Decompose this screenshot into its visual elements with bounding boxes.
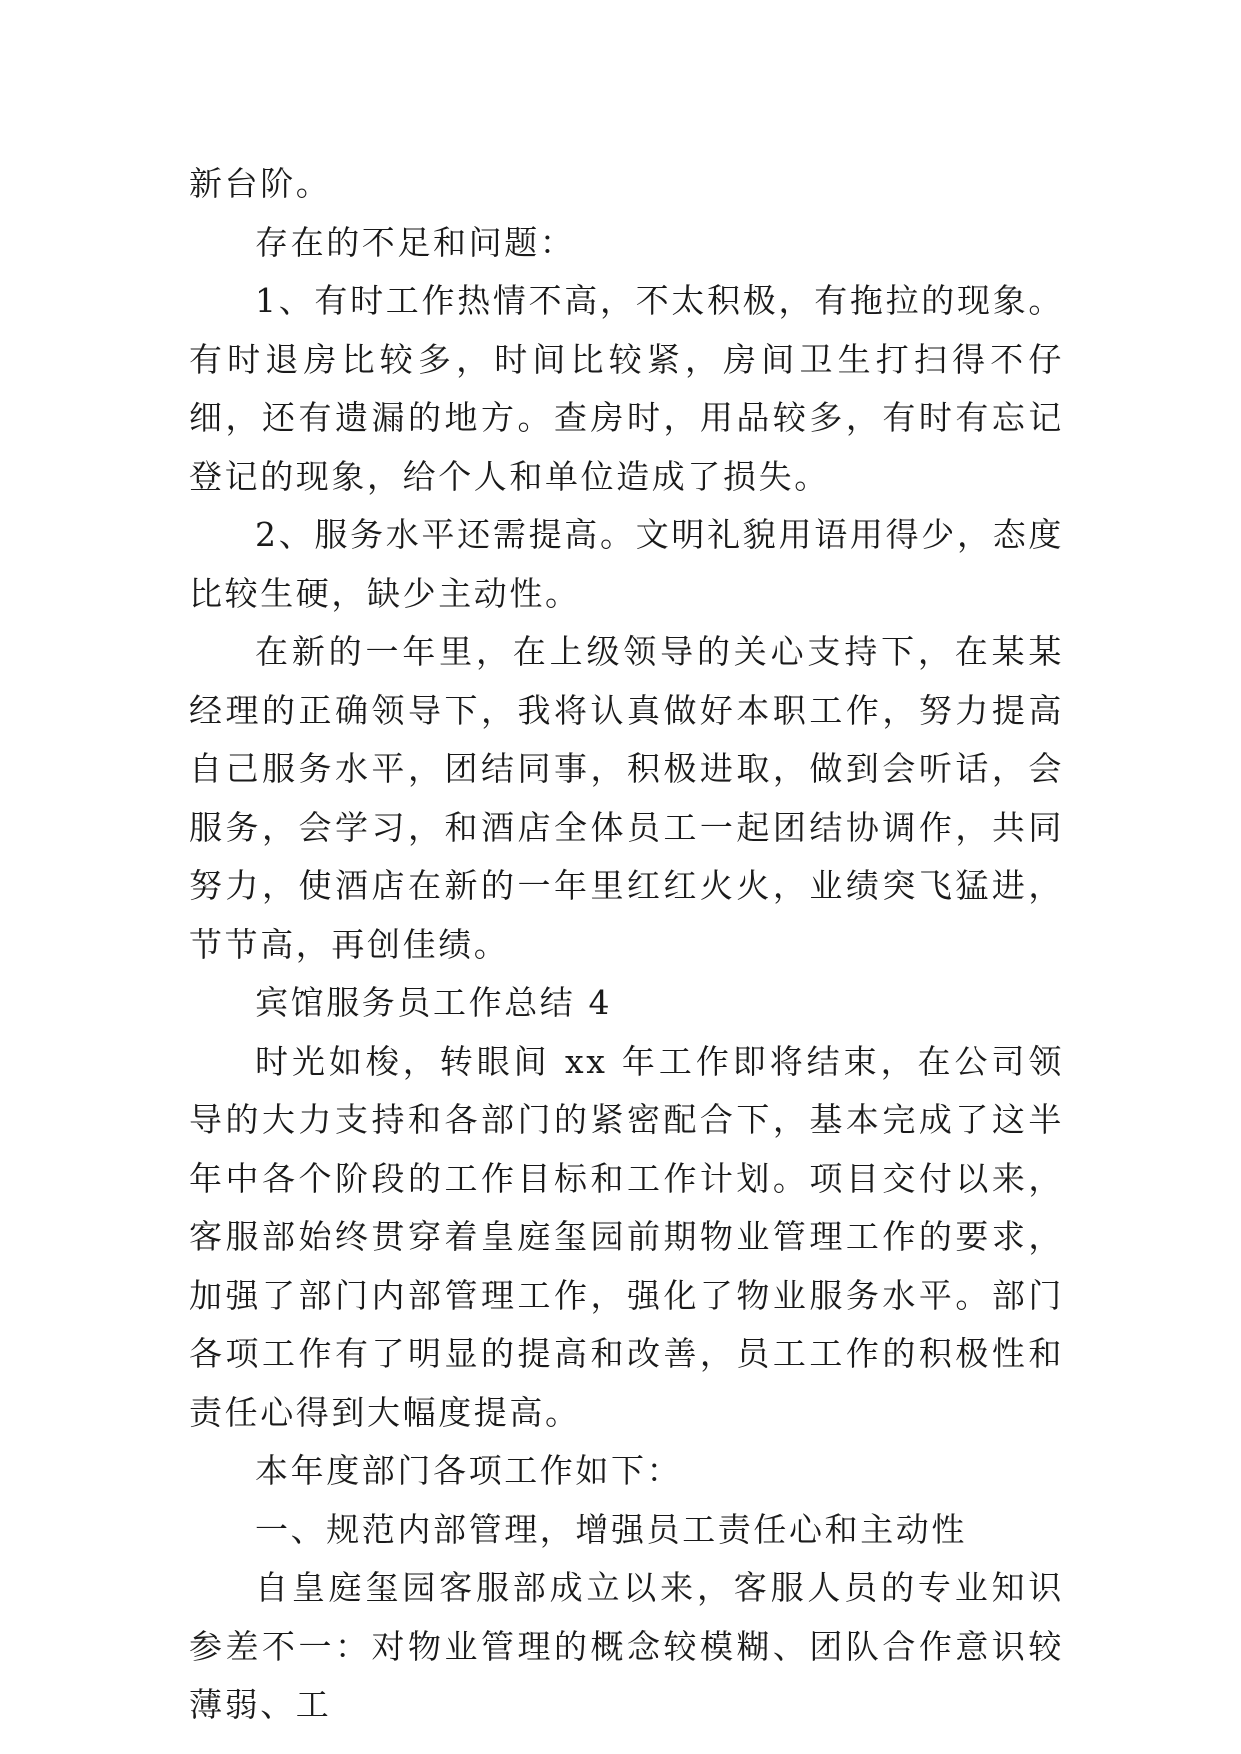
subsection-heading: 一、规范内部管理，增强员工责任心和主动性 — [255, 1509, 967, 1549]
paragraph: 在新的一年里，在上级领导的关心支持下，在某某经理的正确领导下，我将认真做好本职工作，努力提高自己服务水平，团结同事，积极进取，做到会听话，会服务，会学习，和酒店全体员工一起团结协调作，共同努力，使酒店在新的一年里红红火火，业绩突飞猛进，节节高，再创佳绩。 — [189, 632, 1064, 964]
paragraph: 时光如梭，转眼间 xx 年工作即将结束，在公司领导的大力支持和各部门的紧密配合下，基本完成了这半年中各个阶段的工作目标和工作计划。项目交付以来，客服部始终贯穿着皇庭玺园前期物业管理工作的要求，加强了部门内部管理工作，强化了物业服务水平。部门各项工作有了明显的提高和改善，员工工作的积极性和责任心得到大幅度提高。 — [189, 1041, 1064, 1432]
document-body — [189, 155, 1064, 1735]
section-heading: 宾馆服务员工作总结 4 — [255, 983, 613, 1022]
paragraph: 2、服务水平还需提高。文明礼貌用语用得少，态度比较生硬，缺少主动性。 — [189, 515, 1064, 613]
paragraph: 新台阶。 — [189, 164, 332, 203]
paragraph: 存在的不足和问题： — [255, 222, 576, 262]
paragraph: 自皇庭玺园客服部成立以来，客服人员的专业知识参差不一：对物业管理的概念较模糊、团队合作意识较薄弱、工 — [189, 1568, 1064, 1724]
paragraph: 1、有时工作热情不高，不太积极，有拖拉的现象。有时退房比较多，时间比较紧，房间卫生打扫得不仔细，还有遗漏的地方。查房时，用品较多，有时有忘记登记的现象，给个人和单位造成了损失。 — [189, 281, 1064, 496]
paragraph: 本年度部门各项工作如下： — [255, 1451, 683, 1490]
